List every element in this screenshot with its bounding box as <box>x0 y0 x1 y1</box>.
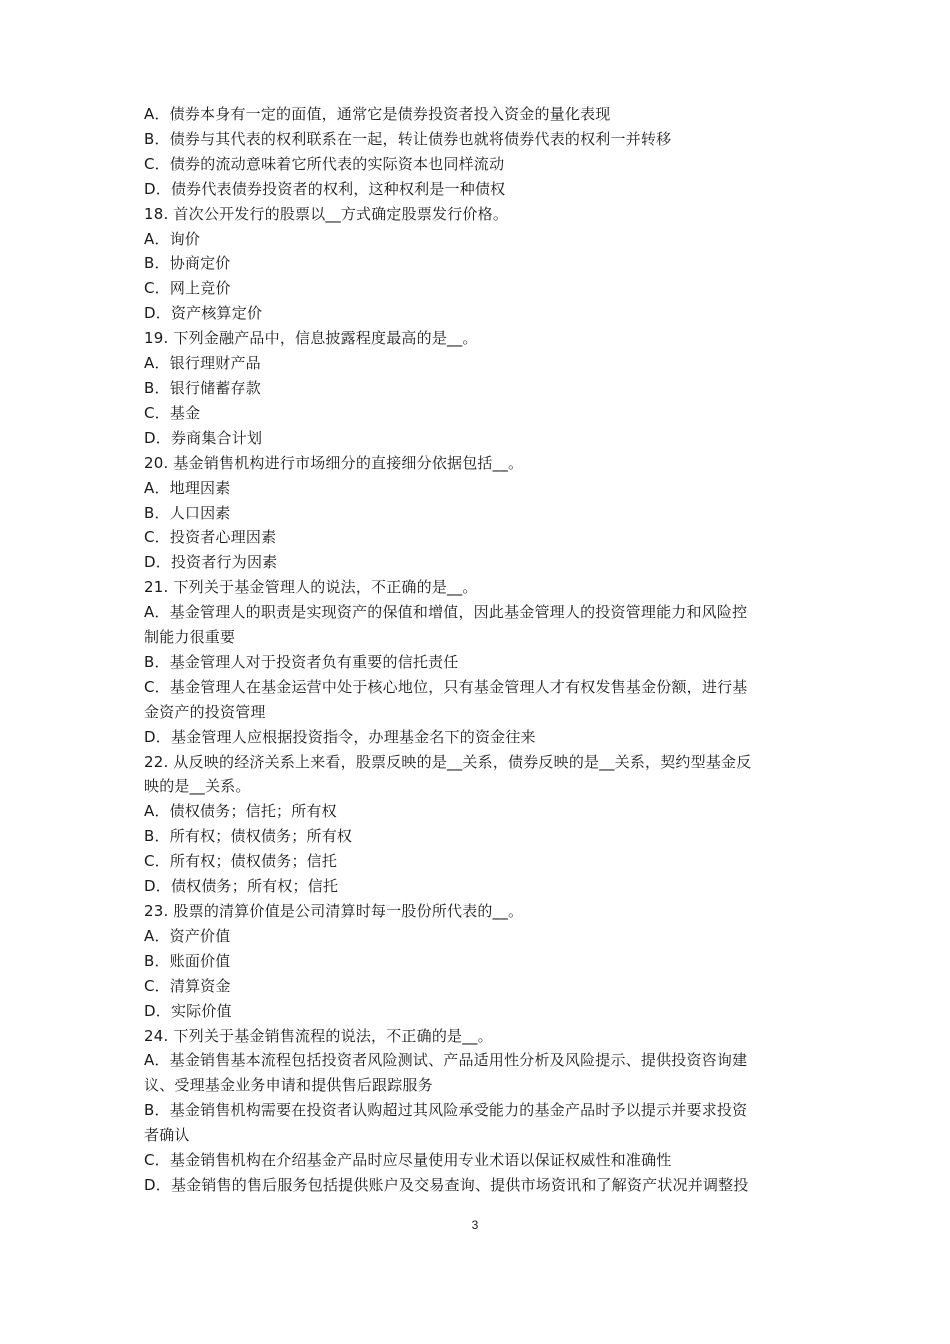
text-line: A．地理因素 <box>144 478 231 497</box>
question-line: 19. 下列金融产品中，信息披露程度最高的是__。 <box>144 329 478 348</box>
text-line: D．基金销售的售后服务包括提供账户及交易查询、提供市场资讯和了解资产状况并调整投 <box>144 1175 749 1194</box>
text-line: D．实际价值 <box>144 1001 232 1020</box>
text-line: B．账面价值 <box>144 951 231 970</box>
text-line: 金资产的投资管理 <box>144 702 266 721</box>
text-line: 制能力很重要 <box>144 628 236 647</box>
text-line: A．基金管理人的职责是实现资产的保值和增值，因此基金管理人的投资管理能力和风险控 <box>144 603 748 622</box>
text-line: D．券商集合计划 <box>144 428 263 447</box>
text-line: B．协商定价 <box>144 254 231 273</box>
text-line: C．所有权；债权债务；信托 <box>144 852 338 871</box>
text-line: D．资产核算定价 <box>144 304 263 323</box>
question-line: 23. 股票的清算价值是公司清算时每一股份所代表的__。 <box>144 902 524 920</box>
question-line: 24. 下列关于基金销售流程的说法，不正确的是__。 <box>144 1026 493 1045</box>
text-line: D．债券代表债券投资者的权利，这种权利是一种债权 <box>144 179 506 198</box>
text-line: 议、受理基金业务申请和提供售后跟踪服务 <box>144 1076 433 1095</box>
text-line: B．所有权；债权债务；所有权 <box>144 827 353 846</box>
text-line: C．投资者心理因素 <box>144 528 277 547</box>
text-line: B．基金管理人对于投资者负有重要的信托责任 <box>144 652 459 671</box>
text-line: D．基金管理人应根据投资指令，办理基金名下的资金往来 <box>144 727 536 746</box>
question-line: 22. 从反映的经济关系上来看，股票反映的是__关系，债券反映的是__关系，契约型基金反 <box>144 752 752 771</box>
text-line: B．人口因素 <box>144 503 231 522</box>
text-line: B．债券与其代表的权利联系在一起，转让债券也就将债券代表的权利一并转移 <box>144 129 672 148</box>
text-line: A．询价 <box>144 229 201 248</box>
text-line: D．债权债务；所有权；信托 <box>144 877 339 896</box>
text-line: C．清算资金 <box>144 976 231 995</box>
text-line: C．基金销售机构在介绍基金产品时应尽量使用专业术语以保证权威性和准确性 <box>144 1151 672 1170</box>
text-line: B．银行储蓄存款 <box>144 378 261 397</box>
question-line: 21. 下列关于基金管理人的说法，不正确的是__。 <box>144 578 478 597</box>
text-line: C．债券的流动意味着它所代表的实际资本也同样流动 <box>144 154 505 173</box>
text-line: A．债权债务；信托；所有权 <box>144 802 337 821</box>
text-line: C．基金 <box>144 403 201 422</box>
text-line: 者确认 <box>144 1126 190 1145</box>
document-body <box>144 102 814 1198</box>
text-line: B．基金销售机构需要在投资者认购超过其风险承受能力的基金产品时予以提示并要求投资 <box>144 1101 748 1120</box>
question-line: 20. 基金销售机构进行市场细分的直接细分依据包括__。 <box>144 453 524 472</box>
text-line: A．资产价值 <box>144 926 231 945</box>
text-line: A．债券本身有一定的面值，通常它是债券投资者投入资金的量化表现 <box>144 105 611 123</box>
question-line: 18. 首次公开发行的股票以__方式确定股票发行价格。 <box>144 204 509 223</box>
text-line: D．投资者行为因素 <box>144 553 278 572</box>
text-line: 映的是__关系。 <box>144 777 251 796</box>
text-line: A．基金销售基本流程包括投资者风险测试、产品适用性分析及风险提示、提供投资咨询建 <box>144 1051 748 1070</box>
text-line: C．网上竞价 <box>144 279 231 298</box>
text-line: C．基金管理人在基金运营中处于核心地位，只有基金管理人才有权发售基金份额，进行基 <box>144 677 748 696</box>
text-line: A．银行理财产品 <box>144 354 261 373</box>
page-number: 3 <box>471 1218 479 1232</box>
